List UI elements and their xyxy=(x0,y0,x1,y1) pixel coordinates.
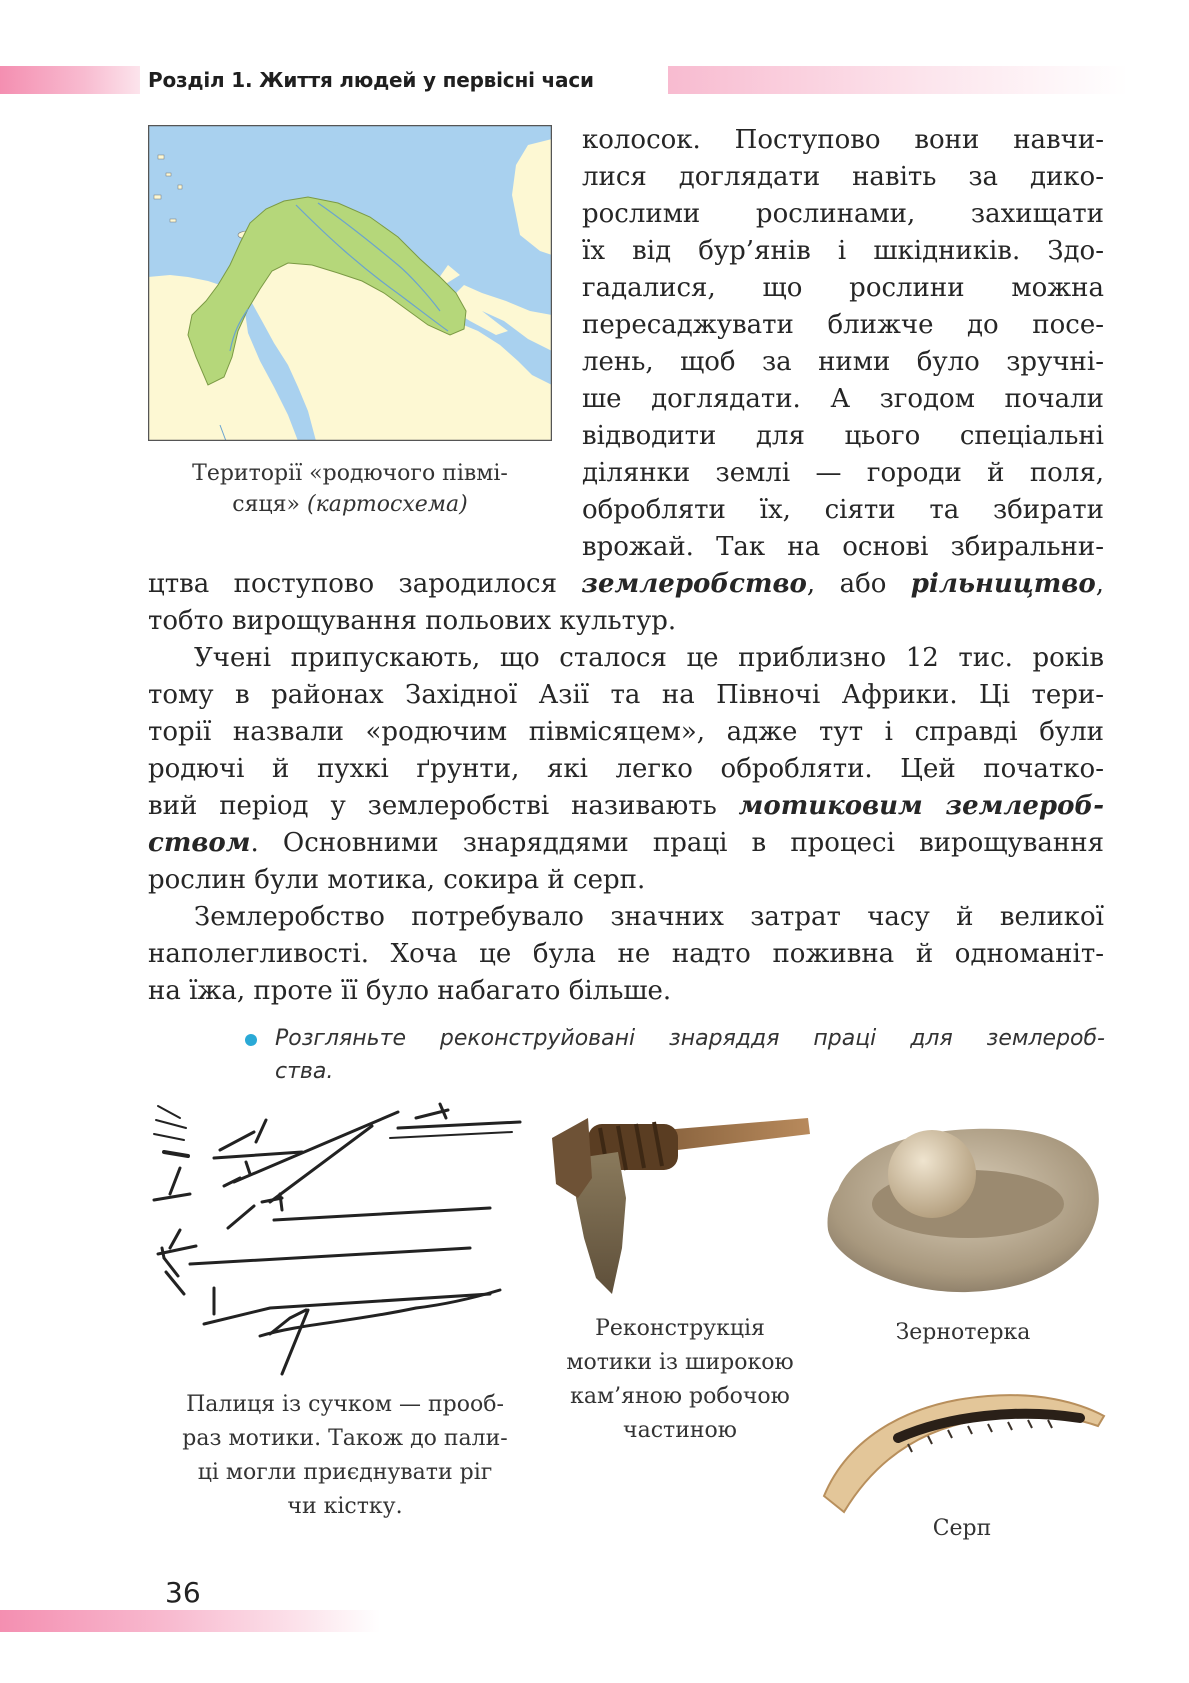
map-caption-line2: сяця» xyxy=(232,492,300,517)
instruction-line: Розгляньте реконструйовані знаряддя праці для землероб- xyxy=(275,1026,1105,1051)
text-line: рослин були мотика, сокира й серп. xyxy=(148,865,646,895)
text-line: тобто вирощування польових культур. xyxy=(148,606,677,636)
map-caption-italic: (картосхема) xyxy=(306,492,468,517)
text-run: , xyxy=(1095,569,1104,599)
digging-sticks-drawing xyxy=(150,1098,530,1390)
page-number: 36 xyxy=(165,1576,201,1609)
text-line: відводити для цього спеціальні xyxy=(582,421,1104,451)
fertile-crescent-map xyxy=(148,125,552,441)
sticks-caption-line: ці могли приєднувати ріг xyxy=(197,1460,493,1485)
bullet-icon xyxy=(245,1034,257,1046)
header-accent-right xyxy=(668,66,1128,94)
text-run: . Основними знаряддями праці в процесі вирощування xyxy=(250,828,1104,858)
text-line: Землеробство потребувало значних затрат часу й великої xyxy=(194,902,1104,932)
text-line: тому в районах Західної Азії та на Півночі Африки. Ці тери- xyxy=(148,680,1104,710)
text-line: обробляти їх, сіяти та збирати xyxy=(582,495,1104,525)
text-run: цтва поступово зародилося xyxy=(148,569,582,599)
text-line: ше доглядати. А згодом почали xyxy=(582,384,1104,414)
sticks-caption xyxy=(148,1388,542,1524)
map-caption xyxy=(140,458,560,520)
text-line: торії назвали «родючим півмісяцем», адже тут і справді були xyxy=(148,717,1104,747)
text-line: на їжа, проте її було набагато більше. xyxy=(148,976,672,1006)
text-line: врожай. Так на основі збиральни- xyxy=(582,532,1104,562)
text-run: , або xyxy=(806,569,911,599)
text-line: ділянки землі — городи й поля, xyxy=(582,458,1104,488)
sticks-caption-line: чи кістку. xyxy=(287,1494,403,1519)
hoe-caption-line: мотики із широкою xyxy=(566,1350,794,1375)
instruction xyxy=(275,1022,1105,1088)
footer-accent xyxy=(0,1610,380,1632)
term-motykove: мотиковим землероб- xyxy=(738,791,1104,821)
paragraph-1-column xyxy=(582,122,1104,566)
term-zemlerobstvo: землеробство xyxy=(581,569,807,599)
text-line xyxy=(148,825,1104,862)
term-rilnytstvo: рільництво xyxy=(910,569,1096,599)
text-line xyxy=(148,566,1104,603)
text-line: наполегливості. Хоча це була не надто поживна й одноманіт- xyxy=(148,939,1104,969)
text-line: пересаджувати ближче до посе- xyxy=(582,310,1104,340)
text-line: родючі й пухкі ґрунти, які легко обробляти. Цей початко- xyxy=(148,754,1104,784)
term-motykove-end: ством xyxy=(148,828,251,858)
paragraph-1-continued xyxy=(148,566,1104,640)
sickle-caption: Серп xyxy=(932,1516,992,1541)
text-line xyxy=(148,788,1104,825)
grain-grinder-photo xyxy=(818,1100,1104,1300)
text-line: гадалися, що рослини можна xyxy=(582,273,1104,303)
instruction-line: ства. xyxy=(275,1059,334,1084)
sticks-caption-line: раз мотики. Також до пали- xyxy=(182,1426,508,1451)
text-line: їх від бур’янів і шкідників. Здо- xyxy=(582,236,1104,266)
sickle-photo xyxy=(818,1378,1108,1518)
stone-hoe-photo xyxy=(548,1098,812,1298)
text-line: Учені припускають, що сталося це приблизно 12 тис. років xyxy=(194,643,1104,673)
text-line: колосок. Поступово вони навчи- xyxy=(582,125,1104,155)
map-caption-line1: Території «родючого півмі- xyxy=(192,461,508,486)
paragraph-3 xyxy=(148,899,1104,1010)
hoe-caption-line: частиною xyxy=(623,1418,737,1443)
hoe-caption-line: кам’яною робочою xyxy=(570,1384,790,1409)
paragraph-2 xyxy=(148,640,1104,899)
text-run: вий період у землеробстві називають xyxy=(148,791,739,821)
header-accent-left xyxy=(0,66,140,94)
hoe-caption-line: Реконструкція xyxy=(595,1316,765,1341)
chapter-title: Розділ 1. Життя людей у первісні часи xyxy=(148,68,594,92)
sticks-caption-line: Палиця із сучком — прооб- xyxy=(186,1392,504,1417)
grain-grinder-caption: Зернотерка xyxy=(895,1320,1031,1345)
text-line: лень, щоб за ними було зручні- xyxy=(582,347,1104,377)
text-line: рослими рослинами, захищати xyxy=(582,199,1104,229)
hoe-caption xyxy=(530,1312,830,1448)
text-line: лися доглядати навіть за дико- xyxy=(582,162,1104,192)
